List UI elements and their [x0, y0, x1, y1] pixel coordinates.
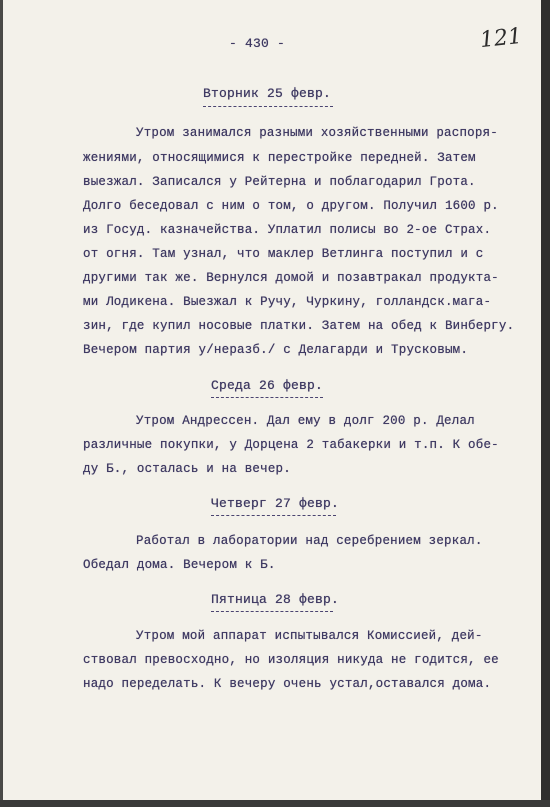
document-page: [3, 0, 541, 800]
entry-line: надо переделать. К вечеру очень устал,оставался дома.: [83, 677, 492, 691]
entry-line: из Госуд. казначейства. Уплатил полисы во 2-ое Страх.: [83, 223, 492, 237]
heading-underline: [211, 611, 333, 612]
entry-line: от огня. Там узнал, что маклер Ветлинга поступил и с: [83, 247, 484, 261]
page-number: - 430 -: [229, 36, 286, 51]
entry-heading: Четверг 27 февр.: [211, 496, 340, 511]
entry-line: другими так же. Вернулся домой и позавтракал продукта-: [83, 271, 499, 285]
heading-underline: [203, 106, 333, 107]
entry-line: ствовал превосходно, но изоляция никуда не годится, ее: [83, 653, 499, 667]
entry-line: Вечером партия у/неразб./ с Делагарди и Трусковым.: [83, 343, 469, 357]
heading-underline: [211, 397, 323, 398]
scan-edge-right: [541, 0, 550, 807]
entry-heading: Вторник 25 февр.: [203, 86, 332, 101]
archive-folio-number: 121: [478, 23, 524, 54]
entry-line: Работал в лаборатории над серебрением зеркал.: [136, 534, 483, 548]
entry-line: ду Б., осталась и на вечер.: [83, 462, 291, 476]
entry-line: зин, где купил носовые платки. Затем на обед к Винбергу.: [83, 319, 515, 333]
entry-line: различные покупки, у Дорцена 2 табакерки и т.п. К обе-: [83, 438, 499, 452]
entry-line: Долго беседовал с ним о том, о другом. Получил 1600 р.: [83, 199, 499, 213]
entry-line: Утром мой аппарат испытывался Комиссией, дей-: [136, 629, 483, 643]
entry-line: ми Лодикена. Выезжал к Ручу, Чуркину, голландск.мага-: [83, 295, 492, 309]
entry-line: выезжал. Записался у Рейтерна и поблагодарил Грота.: [83, 175, 476, 189]
scan-edge-bottom: [0, 800, 550, 807]
entry-heading: Среда 26 февр.: [211, 378, 324, 393]
entry-heading: Пятница 28 февр.: [211, 592, 340, 607]
entry-line: Обедал дома. Вечером к Б.: [83, 558, 276, 572]
entry-line: жениями, относящимися к перестройке передней. Затем: [83, 151, 476, 165]
entry-line: Утром Андрессен. Дал ему в долг 200 р. Делал: [136, 414, 475, 428]
heading-underline: [211, 515, 336, 516]
entry-line: Утром занимался разными хозяйственными распоря-: [136, 126, 498, 140]
